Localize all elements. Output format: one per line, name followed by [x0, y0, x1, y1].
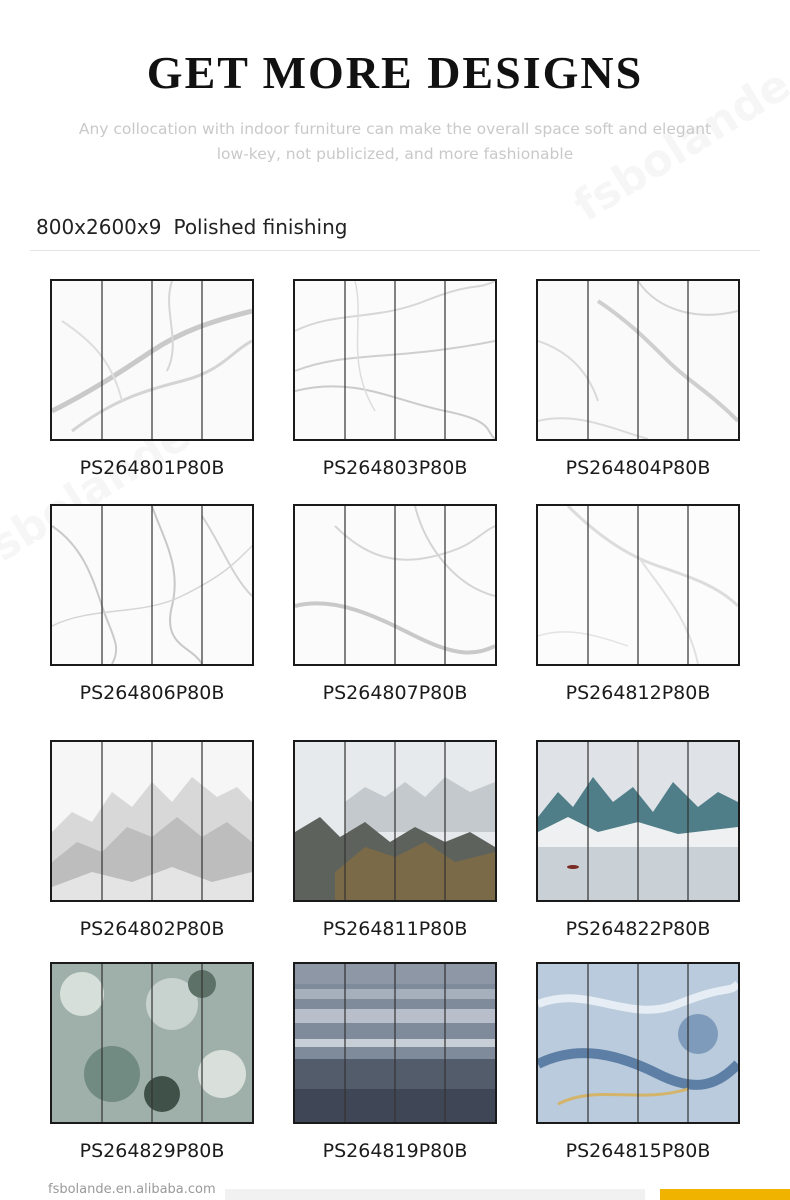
tile-code: PS264807P80B	[322, 682, 468, 704]
tile-image	[50, 962, 254, 1124]
footer-site: fsbolande.en.alibaba.com	[48, 1182, 216, 1197]
footer-accent-bar	[660, 1189, 790, 1200]
tile-image	[293, 740, 497, 902]
tile-code: PS264815P80B	[565, 1140, 711, 1162]
tile-image	[536, 279, 740, 441]
tile-image	[536, 962, 740, 1124]
tile-code: PS264819P80B	[322, 1140, 468, 1162]
tile-image	[293, 279, 497, 441]
tile-image	[50, 279, 254, 441]
spec-line	[36, 215, 347, 239]
tile-image	[293, 962, 497, 1124]
tile-code: PS264822P80B	[565, 918, 711, 940]
tile-code: PS264811P80B	[322, 918, 468, 940]
tile-image	[536, 740, 740, 902]
subtitle-line-2: low-key, not publicized, and more fashionable	[216, 145, 574, 163]
tile-code: PS264801P80B	[79, 457, 225, 479]
tile-code: PS264829P80B	[79, 1140, 225, 1162]
tile-code: PS264806P80B	[79, 682, 225, 704]
tile-code: PS264803P80B	[322, 457, 468, 479]
page-title: GET MORE DESIGNS	[146, 47, 644, 98]
tile-image	[50, 504, 254, 666]
divider	[30, 250, 760, 251]
tile-code: PS264802P80B	[79, 918, 225, 940]
tile-image	[50, 740, 254, 902]
tile-code: PS264812P80B	[565, 682, 711, 704]
subtitle-line-1: Any collocation with indoor furniture can make the overall space soft and elegant	[78, 120, 712, 138]
tile-image	[536, 504, 740, 666]
spec-size: 800x2600x9	[36, 215, 162, 239]
footer-bar	[225, 1189, 645, 1200]
tile-image	[293, 504, 497, 666]
tile-code: PS264804P80B	[565, 457, 711, 479]
spec-finish: Polished finishing	[173, 215, 348, 239]
